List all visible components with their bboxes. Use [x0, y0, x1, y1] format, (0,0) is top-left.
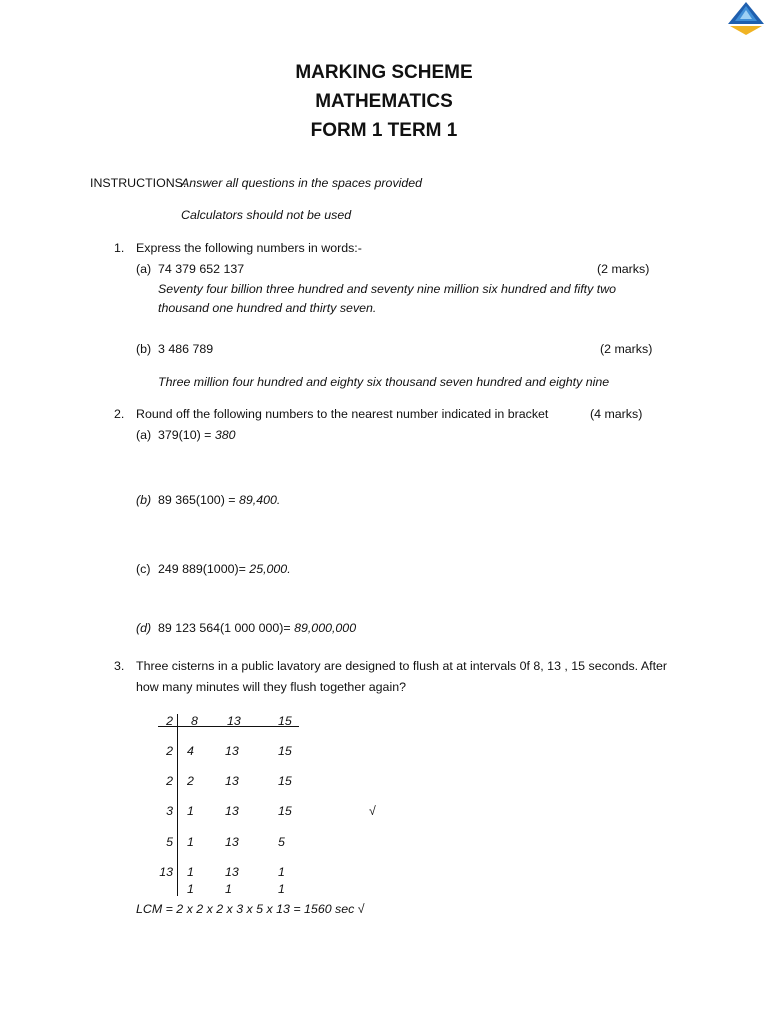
- value-c: 15: [278, 774, 292, 788]
- instructions-line-2: Calculators should not be used: [181, 208, 352, 222]
- value-c: 15: [278, 714, 292, 728]
- q1a-marks: (2 marks): [597, 262, 650, 276]
- q2a-text: 379(10) =: [158, 428, 212, 442]
- value-b: 13: [227, 714, 241, 728]
- q1-text: Express the following numbers in words:-: [136, 241, 362, 255]
- q2b-label: (b): [136, 493, 152, 507]
- q2c-text: 249 889(1000)=: [158, 562, 246, 576]
- q2d-answer: 89,000,000: [294, 621, 357, 635]
- divisor: 2: [166, 774, 173, 788]
- q1a-number: 74 379 652 137: [158, 262, 245, 276]
- q2d-label: (d): [136, 621, 152, 635]
- q2b-text: 89 365(100) =: [158, 493, 236, 507]
- value-c: 1: [278, 882, 285, 896]
- value-b: 13: [225, 804, 239, 818]
- instructions-line-1: Answer all questions in the spaces provided: [181, 176, 423, 190]
- q2a-question: [158, 429, 236, 441]
- value-a: 8: [191, 714, 198, 728]
- q1b-answer: Three million four hundred and eighty six thousand seven hundred and eighty nine: [158, 375, 610, 389]
- value-a: 1: [187, 882, 194, 896]
- check-mark: √: [369, 804, 376, 818]
- divisor: 2: [166, 714, 173, 728]
- q2b-question: [158, 494, 280, 506]
- title-marking-scheme: MARKING SCHEME: [295, 62, 473, 83]
- q2-number: 2.: [114, 407, 125, 421]
- value-a: 1: [187, 865, 194, 879]
- q2-text: Round off the following numbers to the nearest number indicated in bracket: [136, 407, 549, 421]
- q2a-label: (a): [136, 428, 152, 442]
- value-b: 1: [225, 882, 232, 896]
- q1b-label: (b): [136, 342, 152, 356]
- divisor: 13: [159, 865, 173, 879]
- value-c: 15: [278, 804, 292, 818]
- value-b: 13: [225, 774, 239, 788]
- q2-marks: (4 marks): [590, 407, 643, 421]
- q2d-question: [158, 622, 356, 634]
- value-a: 1: [187, 835, 194, 849]
- title-subject: MATHEMATICS: [315, 91, 453, 112]
- q2a-answer: 380: [214, 428, 236, 442]
- value-a: 4: [187, 744, 194, 758]
- q1a-answer-line-1: Seventy four billion three hundred and seventy nine million six hundred and fifty two: [158, 282, 617, 296]
- q1-number: 1.: [114, 241, 125, 255]
- value-b: 13: [225, 835, 239, 849]
- q1a-answer-line-2: thousand one hundred and thirty seven.: [158, 301, 377, 315]
- division-vertical-rule: [177, 714, 178, 896]
- q2b-answer: 89,400.: [238, 493, 281, 507]
- school-logo: [726, 2, 766, 36]
- q2d-text: 89 123 564(1 000 000)=: [158, 621, 291, 635]
- value-c: 1: [278, 865, 285, 879]
- value-a: 1: [187, 804, 194, 818]
- value-a: 2: [187, 774, 194, 788]
- lcm-result: LCM = 2 x 2 x 2 x 3 x 5 x 13 = 1560 sec √: [136, 902, 365, 916]
- q1b-marks: (2 marks): [600, 342, 653, 356]
- q2c-answer: 25,000.: [249, 562, 291, 576]
- q3-text-line-1: Three cisterns in a public lavatory are designed to flush at at intervals 0f 8, 13 , 15 seconds. After: [136, 659, 668, 673]
- value-b: 13: [225, 744, 239, 758]
- q1b-number: 3 486 789: [158, 342, 214, 356]
- divisor: 5: [166, 835, 173, 849]
- value-b: 13: [225, 865, 239, 879]
- q1a-label: (a): [136, 262, 152, 276]
- q3-text-line-2: how many minutes will they flush together again?: [136, 680, 406, 694]
- q2c-label: (c): [136, 562, 151, 576]
- value-c: 15: [278, 744, 292, 758]
- title-form-term: FORM 1 TERM 1: [310, 120, 458, 141]
- value-c: 5: [278, 835, 285, 849]
- q3-number: 3.: [114, 659, 125, 673]
- instructions-label: INSTRUCTIONS:: [90, 176, 187, 190]
- divisor: 2: [166, 744, 173, 758]
- divisor: 3: [166, 804, 173, 818]
- q2c-question: [158, 563, 291, 575]
